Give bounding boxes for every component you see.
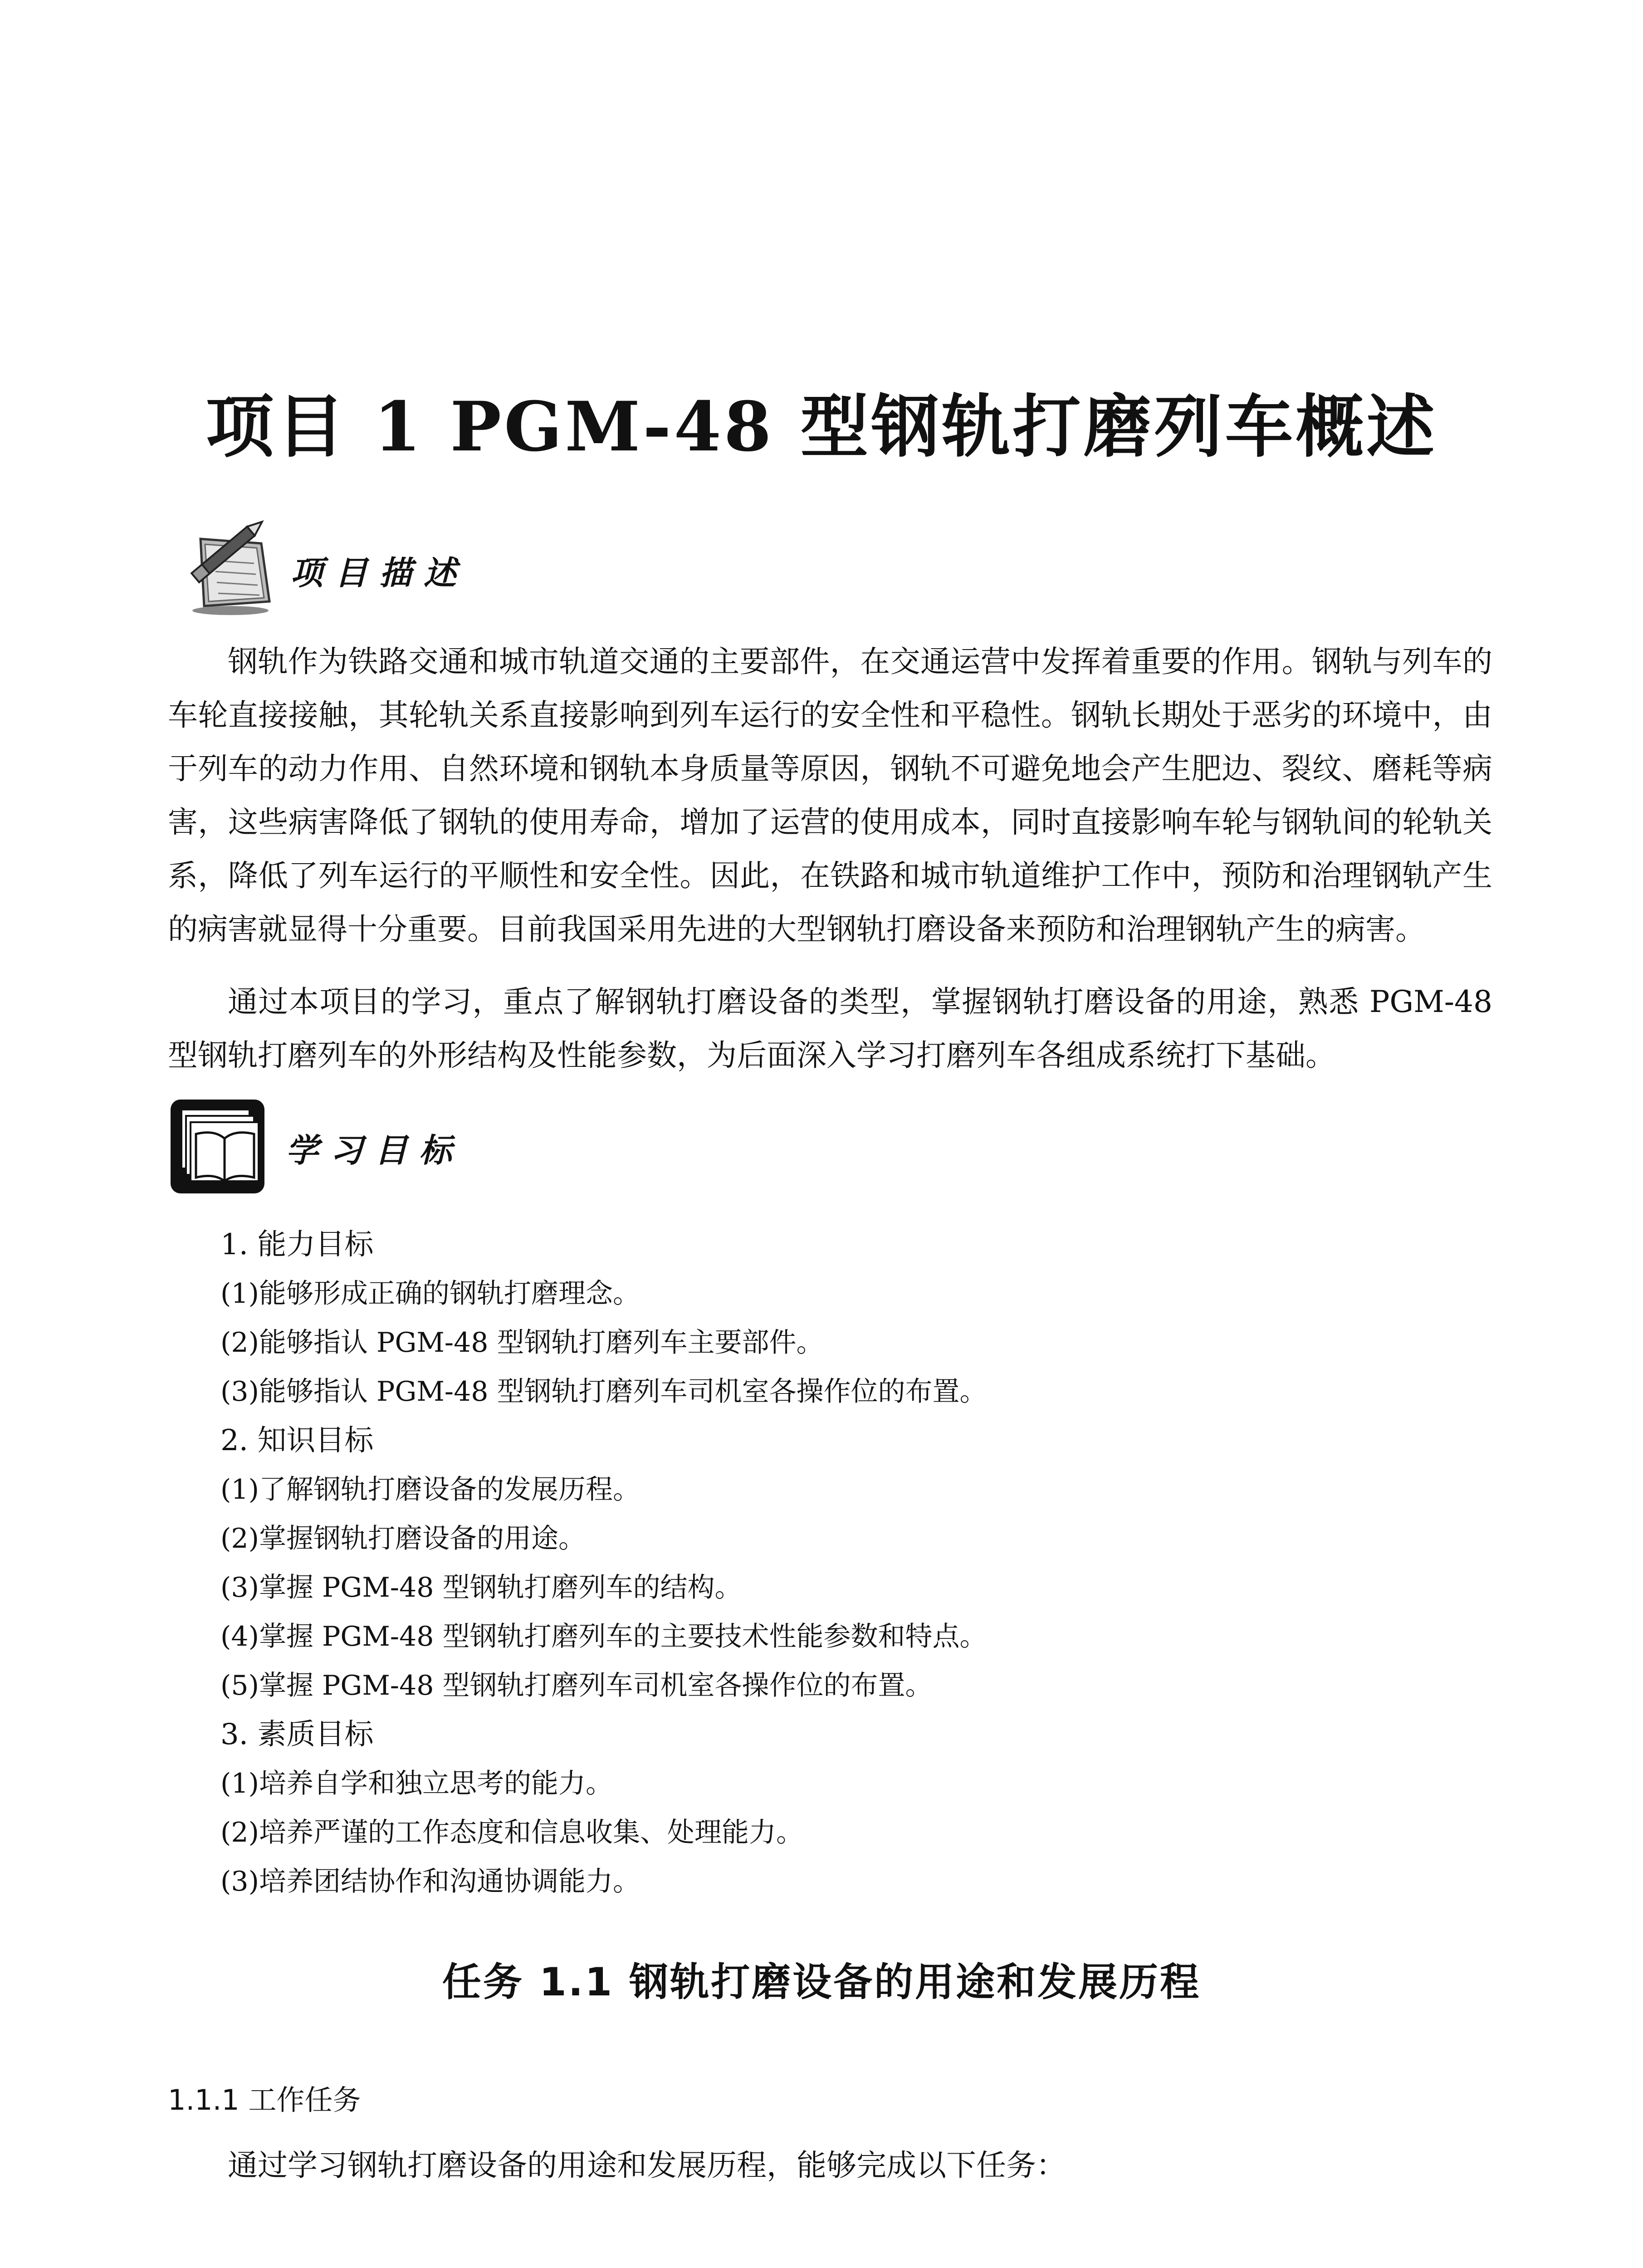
goal-item: (1)能够形成正确的钢轨打磨理念。 — [220, 1278, 640, 1310]
goal-item: (3)能够指认 PGM-48 型钢轨打磨列车司机室各操作位的布置。 — [220, 1376, 987, 1408]
goal-item: (2)掌握钢轨打磨设备的用途。 — [220, 1523, 586, 1554]
goal-item: (3)掌握 PGM-48 型钢轨打磨列车的结构。 — [220, 1572, 742, 1603]
goal-item: (2)能够指认 PGM-48 型钢轨打磨列车主要部件。 — [220, 1327, 824, 1359]
goal-category-ability: 1. 能力目标 — [220, 1228, 374, 1261]
project-description-paragraph-2: 通过本项目的学习，重点了解钢轨打磨设备的类型，掌握钢轨打磨设备的用途，熟悉 PGM-48 型钢轨打磨列车的外形结构及性能参数，为后面深入学习打磨列车各组成系统打下基础。 — [168, 984, 1492, 1073]
books-icon — [169, 1098, 266, 1195]
task-title: 任务 1.1 钢轨打磨设备的用途和发展历程 — [442, 1960, 1201, 2005]
goal-item: (5)掌握 PGM-48 型钢轨打磨列车司机室各操作位的布置。 — [220, 1670, 933, 1701]
chapter-title: 项目 1 PGM-48 型钢轨打磨列车概述 — [205, 387, 1438, 467]
task-intro-paragraph: 通过学习钢轨打磨设备的用途和发展历程，能够完成以下任务： — [228, 2148, 1066, 2183]
project-description-heading: 项目描述 — [290, 553, 469, 592]
project-description-icon — [172, 517, 281, 617]
goal-item: (4)掌握 PGM-48 型钢轨打磨列车的主要技术性能参数和特点。 — [220, 1621, 987, 1652]
subsection-heading: 1.1.1 工作任务 — [168, 2083, 361, 2116]
goal-item: (3)培养团结协作和沟通协调能力。 — [220, 1866, 640, 1897]
learning-goals-list — [220, 1220, 1400, 1906]
pen-and-notepad-icon — [172, 517, 281, 617]
learning-goals-icon — [169, 1098, 266, 1195]
goal-item: (1)了解钢轨打磨设备的发展历程。 — [220, 1474, 640, 1505]
goal-item: (2)培养严谨的工作态度和信息收集、处理能力。 — [220, 1817, 803, 1848]
goal-category-knowledge: 2. 知识目标 — [220, 1424, 374, 1457]
goal-category-quality: 3. 素质目标 — [220, 1718, 374, 1751]
goal-item: (1)培养自学和独立思考的能力。 — [220, 1768, 613, 1799]
project-description-paragraph-1: 钢轨作为铁路交通和城市轨道交通的主要部件，在交通运营中发挥着重要的作用。钢轨与列车的车轮直接接触，其轮轨关系直接影响到列车运行的安全性和平稳性。钢轨长期处于恶劣的环境中，由于列车的动力作用、自然环境和钢轨本身质量等原因，钢轨不可避免地会产生肥边、裂纹、磨耗等病害，这些病害降低了钢轨的使用寿命，增加了运营的使用成本，同时直接影响车轮与钢轨间的轮轨关系，降低了列车运行的平顺性和安全性。因此，在铁路和城市轨道维护工作中，预防和治理钢轨产生的病害就显得十分重要。目前我国采用先进的大型钢轨打磨设备来预防和治理钢轨产生的病害。 — [168, 644, 1492, 947]
learning-goals-heading: 学习目标 — [286, 1131, 464, 1169]
